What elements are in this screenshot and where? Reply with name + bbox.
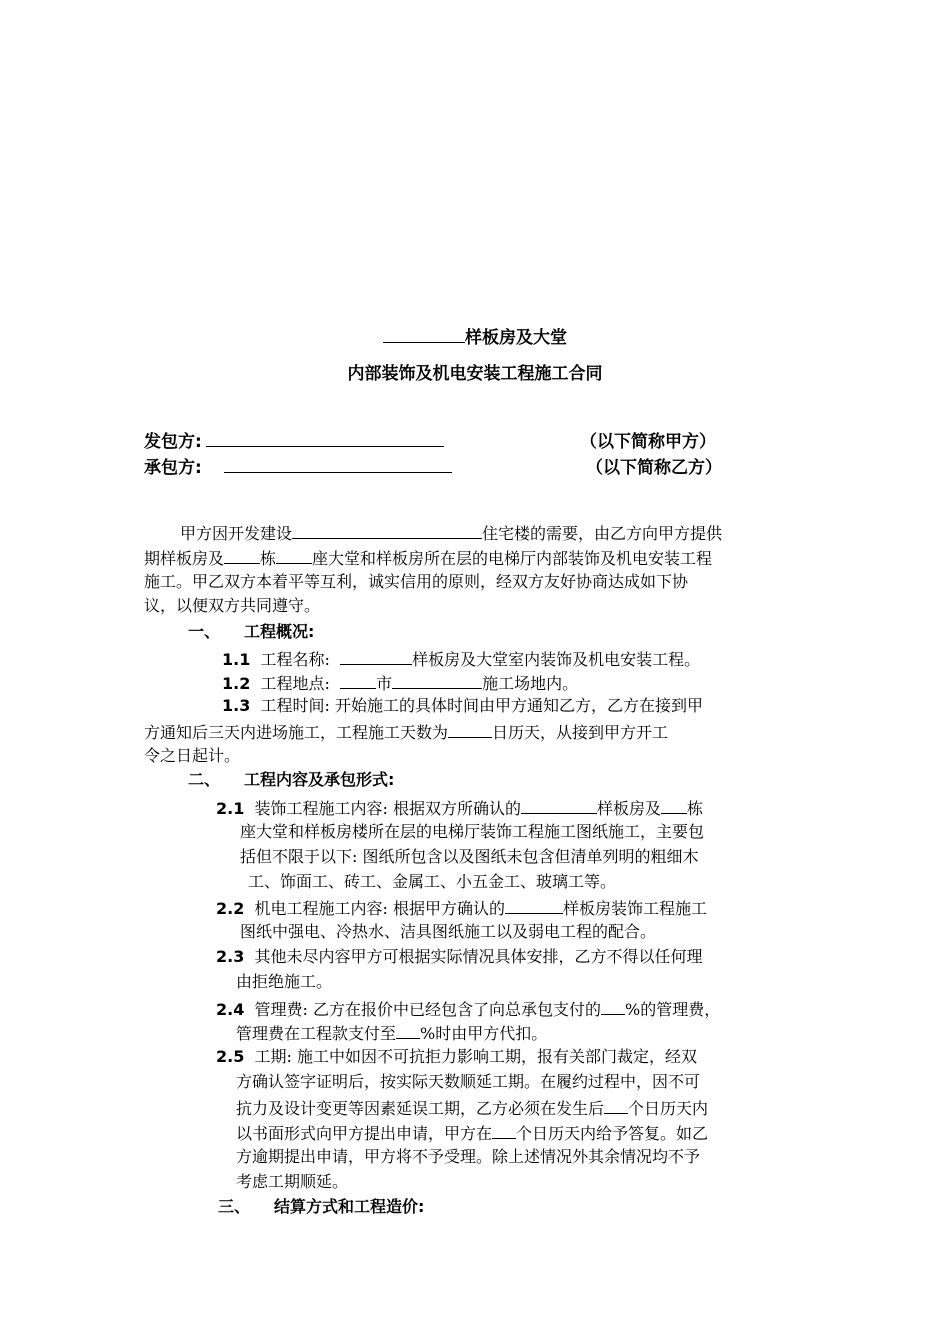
item-2-4: 2.4 管理费: 乙方在报价中已经包含了向总承包支付的 %的管理费， [216,996,720,1022]
item-2-5-line2: 方确认签字证明后，按实际天数顺延工期。在履约过程中，因不可 [236,1072,701,1091]
contractor-note: （以下简称乙方） [586,458,722,478]
item-2-5-line4: 以书面形式向甲方提出申请，甲方在 个日历天内给予答复。如乙 [236,1120,708,1146]
item-2-4-line2: 管理费在工程款支付至 %时由甲方代扣。 [236,1020,547,1046]
item-1-3: 1.3 工程时间: 开始施工的具体时间由甲方通知乙方，乙方在接到甲 [222,696,703,715]
preamble-line2: 期样板房及 栋 座大堂和样板房所在层的电梯厅内部装饰及机电安装工程 [144,545,712,571]
preamble-line3: 施工。甲乙双方本着平等互利，诚实信用的原则，经双方友好协商达成如下协 [144,572,689,591]
item-2-3-line2: 由拒绝施工。 [236,972,333,991]
contractor-line: 承包方: [144,453,452,478]
blank-project-name [383,324,465,343]
blank-contractor [224,454,452,473]
contract-title-line1: 样板房及大堂 [0,323,950,348]
section3-heading: 三、 结算方式和工程造价: [218,1197,425,1216]
item-2-1-line3: 括但不限于以下: 图纸所包含以及图纸未包含但清单列明的粗细木 [240,847,699,866]
item-1-3-line2: 方通知后三天内进场施工，工程施工天数为 日历天，从接到甲方开工 [144,719,668,745]
item-2-5-line6: 考虑工期顺延。 [236,1172,349,1191]
section1-heading: 一、 工程概况: [188,622,315,641]
employer-line: 发包方: [144,427,444,452]
contract-title-line2: 内部装饰及机电安装工程施工合同 [347,364,603,384]
section2-heading: 二、 工程内容及承包形式: [188,770,395,789]
item-2-2: 2.2 机电工程施工内容: 根据甲方确认的 样板房装饰工程施工 [216,895,707,921]
item-2-2-line2: 图纸中强电、冷热水、洁具图纸施工以及弱电工程的配合。 [240,922,657,941]
item-2-1: 2.1 装饰工程施工内容: 根据双方所确认的 样板房及 栋 [216,795,703,821]
item-2-3: 2.3 其他未尽内容甲方可根据实际情况具体安排，乙方不得以任何理 [216,947,703,966]
item-2-5-line5: 方逾期提出申请，甲方将不予受理。除上述情况外其余情况均不予 [236,1147,701,1166]
item-2-5-line3: 抗力及设计变更等因素延误工期，乙方必须在发生后 个日历天内 [236,1095,708,1121]
item-2-1-line2: 座大堂和样板房楼所在层的电梯厅装饰工程施工图纸施工，主要包 [240,822,705,841]
employer-note: （以下简称甲方） [580,432,716,452]
item-2-1-line4: 工、饰面工、砖工、金属工、小五金工、玻璃工等。 [248,872,617,891]
item-2-5: 2.5 工期: 施工中如因不可抗拒力影响工期，报有关部门裁定，经双 [216,1047,697,1066]
item-1-2: 1.2 工程地点: 市 施工场地内。 [222,670,578,696]
item-1-3-line3: 令之日起计。 [144,746,241,765]
preamble-line1: 甲方因开发建设 住宅楼的需要，由乙方向甲方提供 [180,520,722,546]
preamble-line4: 议，以便双方共同遵守。 [144,596,321,615]
item-1-1: 1.1 工程名称: 样板房及大堂室内装饰及机电安装工程。 [222,646,700,672]
blank-employer [206,428,444,447]
